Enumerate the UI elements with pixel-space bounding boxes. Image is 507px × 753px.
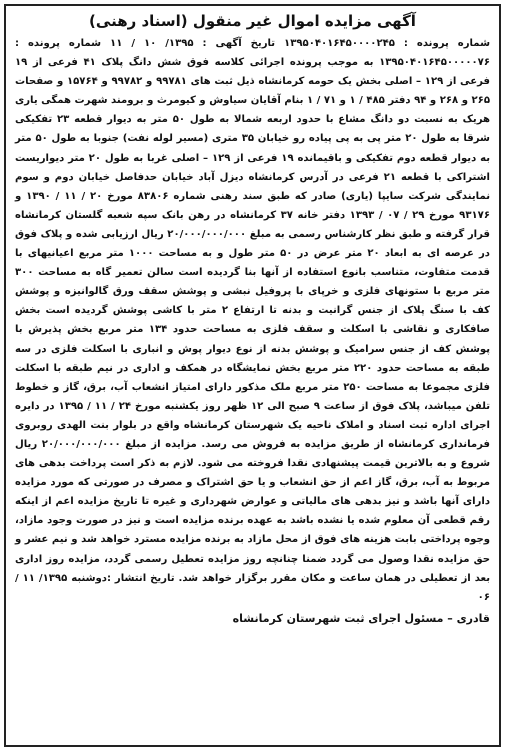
notice-title: آگهی مزایده اموال غیر منقول (اسناد رهنی) [89, 12, 416, 30]
notice-body: شماره پرونده : ۱۳۹۵۰۴۰۱۶۴۵۰۰۰۰۲۴۵ تاریخ آگهی : ۱۳۹۵/ ۱۰ / ۱۱ شماره پرونده : ۱۳۹۵۰۴۰۱۶۴۵۰۰۰۰۰۷۶ به موجب پرونده اجرائی کلاسه فوق شش دانگ پلاک ۴۱ فرعی از ۱۹ فرعی از ۱۲۹ – اصلی بخش یک حومه کرمانشاه ذیل ثبت های ۹۹۷۸۱ و ۹۹۷۸۲ و ۱۵۷۶۴ و صفحات ۲۶۵ و ۲۶۸ و ۹۴ دفتر ۴۸۵ / ۱ و ۷۱ / ۱ بنام آقایان سیاوش و کیومرث و برومند شهرت همگی یاری هریک به نسبت دو دانگ مشاع با حدود اربعه شمالا به طول ۵۰ متر به دیوار قطعه ۲۳ تفکیکی شرقا به طول ۲۰ متر پی به پی پیاده رو خیابان ۳۵ متری (مسیر لوله نفت) جنوبا به طول ۵۰ متر به دیوار قطعه دوم تفکیکی و باقیمانده ۱۹ فرعی از ۱۲۹ – اصلی غربا به طول ۲۰ متر دیواریست اشتراکی با قطعه ۲۱ فرعی در آدرس کرمانشاه دیزل آباد خیابان حدفاصل خیابان دوم و سوم نمایندگی شرکت سایپا (یاری) صادر که طبق سند رهنی شماره ۸۳۸۰۶ مورخ ۲۰ / ۱۱ / ۱۳۹۰ و ۹۳۱۷۶ مورخ ۲۹ / ۰۷ / ۱۳۹۳ دفتر خانه ۳۷ کرمانشاه در رهن بانک سپه شعبه گلستان کرمانشاه قرار گرفته و طبق نظر کارشناس رسمی به مبلغ ۲۰/۰۰۰/۰۰۰/۰۰۰ ریال ارزیابی شده و پلاک فوق در عرصه ای به ابعاد ۲۰ متر عرض در ۵۰ متر طول و به مساحت ۱۰۰۰ متر مربع اعیانیهای با قدمت متفاوت، متناسب بانوع استفاده از آنها بنا گردیده است سالن تعمیر گاه به مساحت ۳۰۰ متر مربع با ستونهای فلزی و خرپای با پروفیل نبشی و پوشش سقف ورق گالوانیزه و پوشش کف با سنگ پلاک از جنس گرانیت و بدنه تا ارتفاع ۲ متر با کاشی پوشش گردیده است بخش صافکاری و نقاشی با اسکلت و سقف فلزی به مساحت حدود ۱۳۴ متر مربع بخش پذیرش با پوشش کف از جنس سرامیک و پوشش بدنه از نوع دیوار پوش و انباری با اسکلت فلزی در سه طبقه به مساحت حدود ۲۲۰ متر مربع بخش نمایشگاه در همکف و اداری در نیم طبقه با اسکلت فلزی مجموعا به مساحت ۲۵۰ متر مربع ملک مذکور دارای امتیاز انشعاب آب، برق، گاز و خطوط تلفن میباشد، پلاک فوق از ساعت ۹ صبح الی ۱۲ ظهر روز یکشنبه مورخ ۲۴ / ۱۱ / ۱۳۹۵ در دایره اجرای اداره ثبت اسناد و املاک ناحیه یک شهرستان کرمانشاه واقع در بلوار بنت الهدی روبروی فرمانداری کرمانشاه از طریق مزایده به فروش می رسد. مزایده از مبلغ ۲۰/۰۰۰/۰۰۰/۰۰۰ ریال شروع و به بالاترین قیمت پیشنهادی نقدا فروخته می شود. لازم به ذکر است پرداخت بدهی های مربوط به آب، برق، گاز اعم از حق انشعاب و یا حق اشتراک و مصرف در صورتی که مورد مزایده دارای آنها باشد و نیز بدهی های مالیاتی و عوارض شهرداری و غیره تا تاریخ مزایده اعم از اینکه رقم قطعی آن معلوم شده یا نشده باشد به عهده برنده مزایده است و نیز در صورت وجود مازاد، وجوه پرداختی بابت هزینه های فوق از محل مازاد به برنده مزایده مسترد خواهد شد و نیم عشر و حق مزایده نقدا وصول می گردد ضمنا چنانچه روز مزایده تعطیل رسمی گردد، مزایده روز اداری بعد از تعطیلی در همان ساعت و مکان مقرر برگزار خواهد شد. تاریخ انتشار :دوشنبه ۱۳۹۵/ ۱۱ / ۰۶ [15, 38, 491, 603]
notice-signature: قادری – مسئول اجرای ثبت شهرستان کرمانشاه [232, 611, 490, 625]
auction-notice [4, 4, 501, 747]
